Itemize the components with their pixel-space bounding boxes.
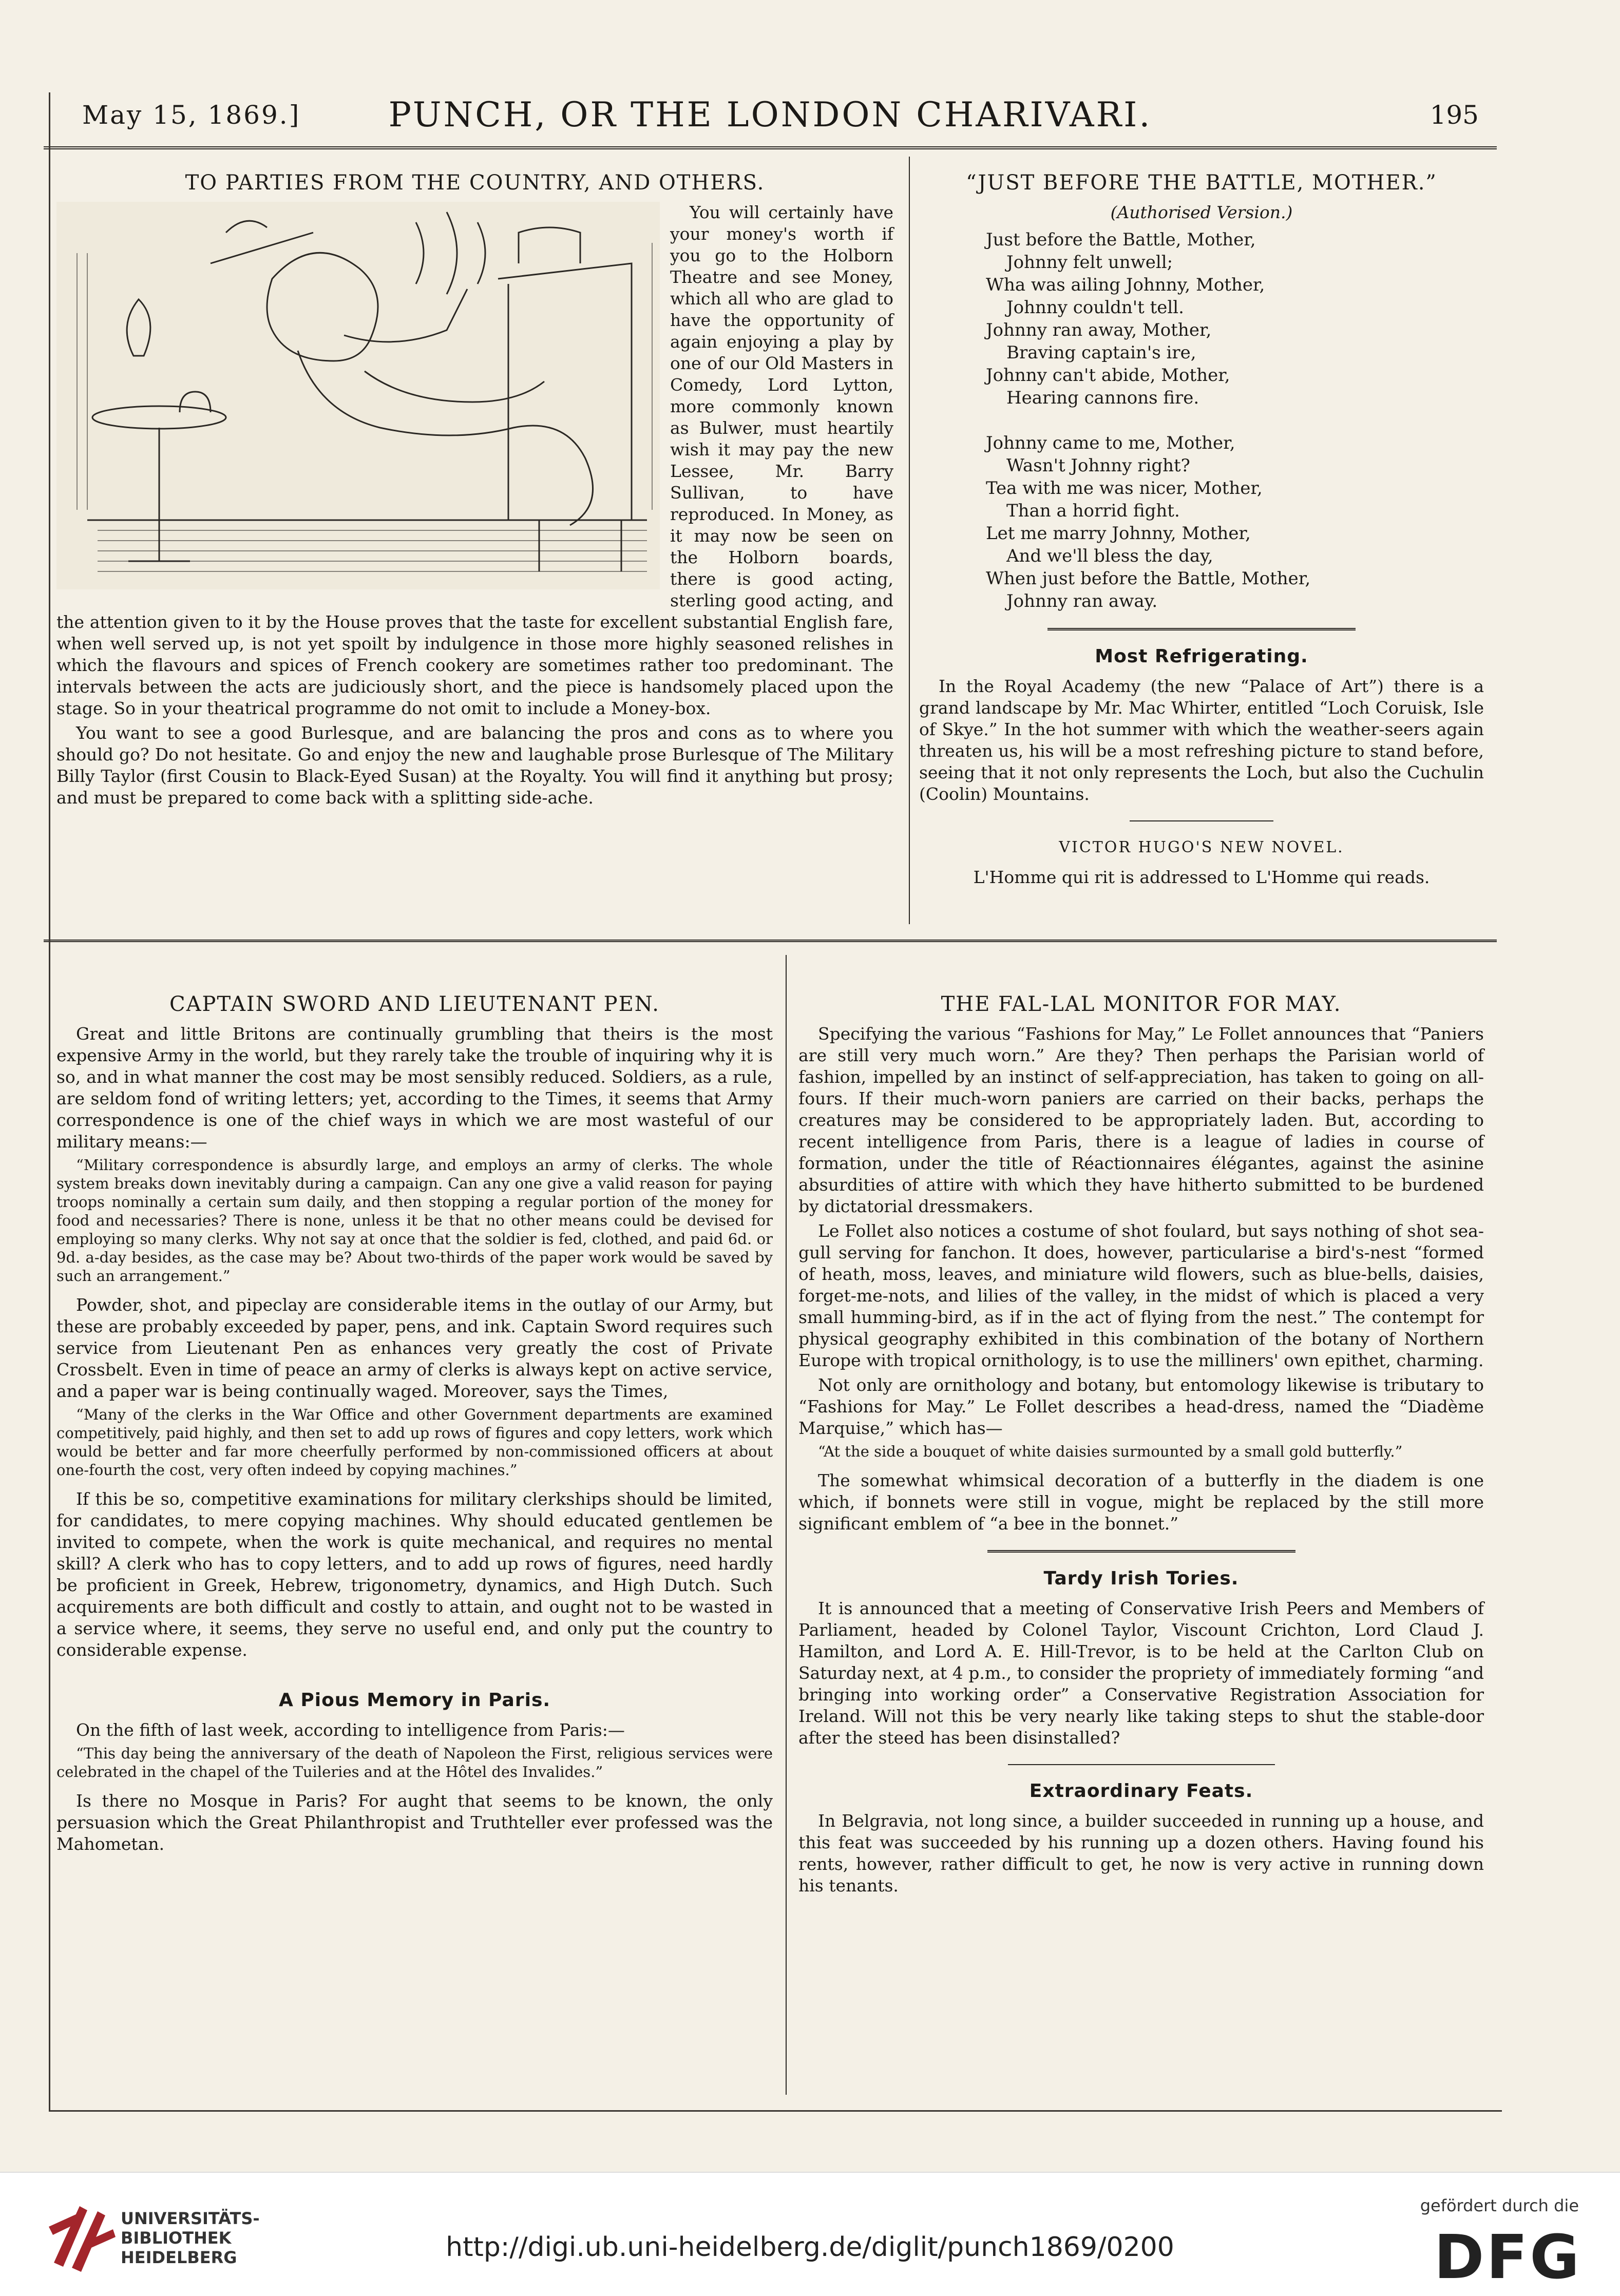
paragraph: If this be so, competitive examinations for military clerkships should be limited, for candidates, to mere copying machines. Why should educated gentlemen be invited to compete, when the work is quite mechanical, and requires no mental skill? A clerk who has to copy letters, and to add up rows of figures, need hardly be proficient in Greek, Hebrew, trigonometry, dynamics, and High Dutch. Such acquirements are both difficult and costly to attain, and ought not to be wasted in a service where, it seems, they serve no useful end, and only put the country to considerable expense. [56,1489,773,1660]
article-title-pious-memory: A Pious Memory in Paris. [278,1690,551,1711]
article-title: CAPTAIN SWORD AND LIEUTENANT PEN. [169,992,660,1016]
source-url-link[interactable]: http://digi.ub.uni-heidelberg.de/diglit/punch1869/0200 [446,2232,1174,2263]
quotation: “Military correspondence is absurdly large, and employs an army of clerks. The whole system breaks down inevitably during a campaign. Can any one give a valid reason for paying troops nominally a certain sum daily, and then stopping a regular portion of the money for food and necessaries? There is none, unless it be that no other means could be devised for employing so many clerks. Why not say at once that the soldier is fed, clothed, and paid 6d. or 9d. a-day besides, as the case may be? About two-thirds of the paper work would be saved by such an arrangement.” [56,1156,773,1285]
paragraph: Not only are ornithology and botany, but entomology likewise is tributary to “Fashions for May.” Le Follet describes a head-dress, named the “Diadème Marquise,” which has— [798,1375,1484,1438]
paragraph: L'Homme qui rit is addressed to L'Homme qui reads. [973,867,1430,887]
article-captain-sword [56,993,773,1858]
poem [986,228,1484,613]
paragraph: Specifying the various “Fashions for May,” Le Follet announces that “Paniers are still very much worn.” Are they? Then perhaps the Parisian world of fashion, impelled by an instinct of self-appreciation, has taken to going on all-fours. If their much-worn paniers are carried on their backs, perhaps the creatures may be considered to be appropriately laden. But, according to recent intelligence from Paris, there is a league of ladies in course of formation, under the title of Réactionnaires élégantes, against the asinine absurdities of attire with which they have hitherto submitted to be burdened by dictatorial dressmakers. [798,1024,1484,1216]
article-title-victor-hugo: VICTOR HUGO'S NEW NOVEL. [1059,838,1344,856]
section-divider [44,940,1497,942]
article-subtitle: (Authorised Version.) [1110,202,1293,222]
poem-line: Johnny came to me, Mother, [986,433,1235,453]
poem-line: Johnny felt unwell; [1006,252,1173,273]
article-parties-from-the-country [56,172,893,812]
poem-line: And we'll bless the day, [1006,546,1213,566]
paragraph: Great and little Britons are continually grumbling that theirs is the most expensive Army in the world, but they rarely take the trouble of inquiring why it is so, and in what manner the cost may be most sensibly reduced. Soldiers, as a rule, are seldom fond of writing letters; yet, according to the Times, it seems that Army correspondence is one of the chief ways in which we are most wasteful of our military means:— [56,1024,773,1152]
cartoon-illustration [56,202,660,589]
divider [1008,1764,1275,1765]
poem-line: When just before the Battle, Mother, [986,568,1311,589]
paragraph: It is announced that a meeting of Conservative Irish Peers and Members of Parliament, headed by Colonel Taylor, Viscount Crichton, Lord Claud J. Hamilton, and Lord A. E. Hill-Trevor, is to be held at the Carlton Club on Saturday next, at 4 p.m., to consider the propriety of immediately forming “and bringing into working order” a Conservative Registration Association for Ireland. Will not this be very nearly like taking steps to shut the stable-door after the steed has been disinstalled? [798,1598,1484,1748]
library-name-line: UNIVERSITÄTS- [121,2209,260,2228]
poem-line: Tea with me was nicer, Mother, [986,478,1263,499]
paragraph: You want to see a good Burlesque, and are balancing the pros and cons as to where you should go? Do not hesitate. Go and enjoy the new and laughable prose Burlesque of The Military Billy Taylor (first Cousin to Black-Eyed Susan) at the Royalty. You will find it anything but prosy; and must be prepared to come back with a splitting side-ache. [56,723,893,808]
digitization-footer [0,2172,1620,2296]
dfg-logo: DFG [1434,2222,1581,2292]
page-frame-left [49,92,50,2110]
poem-line: Wha was ailing Johnny, Mother, [986,275,1265,295]
paragraph: Is there no Mosque in Paris? For aught that seems to be known, the only persuasion which the Great Philanthropist and Truthteller ever professed was the Mahometan. [56,1791,773,1854]
library-name-line: HEIDELBERG [121,2248,237,2267]
article-title: TO PARTIES FROM THE COUNTRY, AND OTHERS. [185,171,765,195]
article-title-tardy-irish-tories: Tardy Irish Tories. [1043,1568,1239,1589]
paragraph: The somewhat whimsical decoration of a butterfly in the diadem is one which, if bonnets were still in vogue, might be replaced by the still more significant emblem of “a bee in the bonnet.” [798,1470,1484,1534]
poem-line: Hearing cannons fire. [1006,388,1199,408]
column-rule-bottom [786,955,787,2095]
poem-line: Johnny can't abide, Mother, [986,365,1230,386]
poem-line: Just before the Battle, Mother, [986,229,1256,250]
divider [987,1550,1295,1553]
article-title-most-refrigerating: Most Refrigerating. [1095,646,1308,667]
library-name-line: BIBLIOTHEK [121,2228,232,2248]
poem-line: Wasn't Johnny right? [1006,455,1190,476]
quotation: “Many of the clerks in the War Office and other Government departments are examined competitively, paid highly, and then set to add up rows of figures and copy letters, work which would be better and far more cheerfully performed by non-commissioned officers at about one-fourth the cost, very often indeed by copying machines.” [56,1406,773,1479]
page-header [44,90,1497,149]
paragraph: In the Royal Academy (the new “Palace of Art”) there is a grand landscape by Mr. Mac Whirter, entitled “Loch Coruisk, Isle of Skye.” In the hot summer with which the weather-seers again threaten us, his will be a most refreshing picture to stand before, seeing that it not only represents the Loch, but also the Cuchulin (Coolin) Mountains. [919,676,1484,804]
page-bottom-rule [49,2110,1502,2112]
article-just-before-the-battle [919,172,1484,891]
paragraph: In Belgravia, not long since, a builder succeeded in running up a house, and this feat was succeeded by his running up a dozen others. Having found his rents, however, rather difficult to get, he now is very active in running down his tenants. [798,1811,1484,1896]
article-title-extraordinary-feats: Extraordinary Feats. [1029,1781,1253,1802]
poem-line: Than a horrid fight. [1006,501,1180,521]
poem-line: Braving captain's ire, [1006,342,1196,363]
paragraph: Le Follet also notices a costume of shot foulard, but says nothing of shot sea-gull serving for fanchon. It does, however, particularise a bird's-nest “formed of heath, moss, leaves, and miniature wild flowers, such as blue-bells, daisies, forget-me-nots, and lilies of the valley, in the midst of which is placed a very small humming-bird, as if in the act of flying from the nest.” The contempt for physical geography exhibited in this combination of the botany of Northern Europe with tropical ornithology, is to use the milliners' own epithet, charming. [798,1221,1484,1370]
paragraph: Powder, shot, and pipeclay are considerable items in the outlay of our Army, but these are probably exceeded by paper, pens, and ink. Captain Sword requires such service from Lieutenant Pen as enhances very greatly the cost of Private Crossbelt. Even in time of peace an army of clerks is always kept on active service, and a paper war is being continually waged. Moreover, says the Times, [56,1295,773,1401]
paragraph: You will certainly have your money's worth if you go to the Holborn Theatre and see Money, which all who are glad to have the opportunity of again enjoying a play by one of our Old Masters in Comedy, Lord Lytton, more commonly known as Bulwer, must heartily wish it may pay the new Lessee, Mr. Barry Sullivan, to have reproduced. In Money, as it may now be seen on the Holborn boards, there is good acting, sterling good acting, and the attention given to it by the House proves that the taste for excellent substantial English fare, when well served up, is not yet spoilt by indulgence in those more highly seasoned relishes in which the flavours and spices of French cookery are sometimes rather too predominant. The intervals between the acts are judiciously short, and the piece is handsomely placed upon the stage. So in your theatrical programme do not omit to include a Money-box. [56,202,893,718]
issue-date: May 15, 1869.] [82,100,301,130]
poem-line: Let me marry Johnny, Mother, [986,523,1251,544]
poem-line: Johnny ran away. [1006,591,1158,611]
quotation: “At the side a bouquet of white daisies surmounted by a small gold butterfly.” [818,1443,1403,1460]
funding-caption: gefördert durch die [1420,2196,1579,2215]
masthead-title: PUNCH, OR THE LONDON CHARIVARI. [388,95,1152,135]
paragraph: On the fifth of last week, according to intelligence from Paris:— [76,1720,625,1740]
article-title: “JUST BEFORE THE BATTLE, MOTHER.” [966,171,1437,195]
column-rule-top [909,157,910,924]
article-title: THE FAL-LAL MONITOR FOR MAY. [941,992,1342,1016]
divider [1047,628,1356,630]
poem-line: Johnny ran away, Mother, [986,320,1212,340]
poem-line: Johnny couldn't tell. [1006,297,1184,318]
divider [1130,820,1273,821]
article-fal-lal-monitor [798,993,1484,1900]
page-number: 195 [1430,100,1479,130]
quotation: “This day being the anniversary of the death of Napoleon the First, religious services were celebrated in the chapel of the Tuileries and at the Hôtel des Invalides.” [56,1745,773,1781]
